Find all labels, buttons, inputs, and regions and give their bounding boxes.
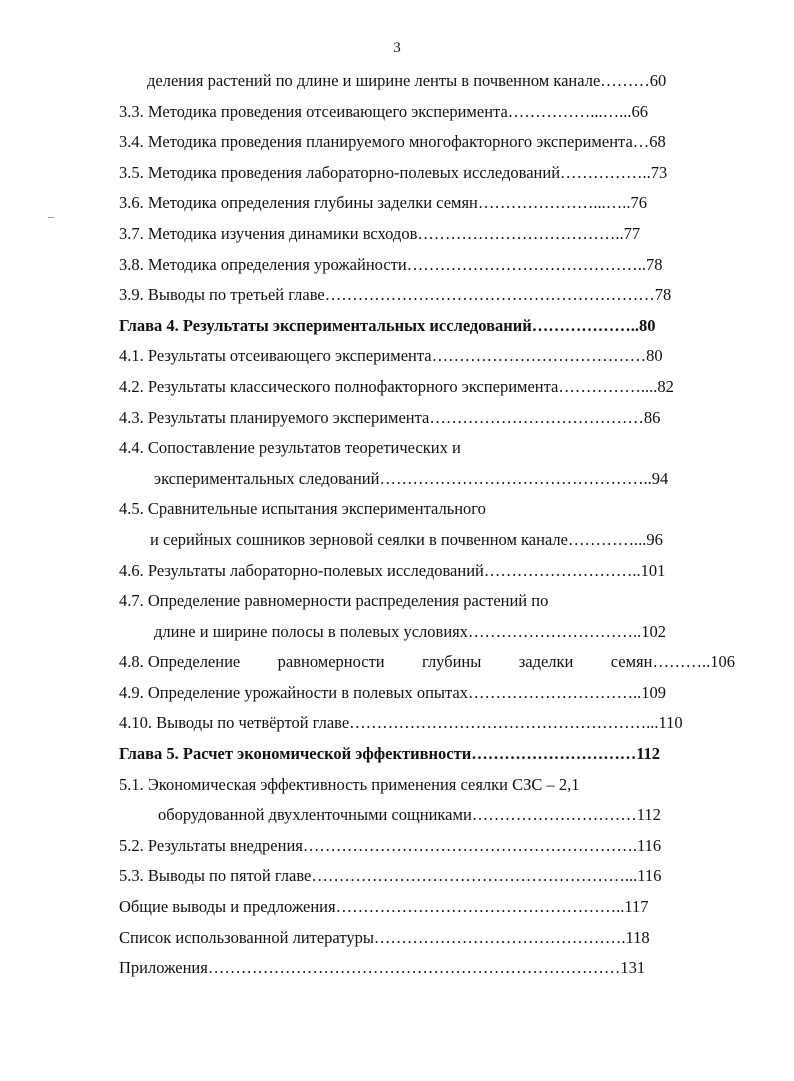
- toc-entry-4-3: 4.3. Результаты планируемого эксперимента…………………………………86: [119, 407, 661, 427]
- toc-entry-3-4: 3.4. Методика проведения планируемого многофакторного эксперимента…68: [119, 132, 666, 152]
- toc-entry-4-4-cont: экспериментальных следований…………………………………………..94: [154, 468, 669, 488]
- toc-entry-3-6: 3.6. Методика определения глубины заделки семян…………………...…..76: [119, 193, 648, 213]
- toc-entry-4-1: 4.1. Результаты отсеивающего эксперимента…………………………………80: [119, 346, 663, 366]
- toc-entry-4-8-word: заделки: [518, 652, 574, 672]
- table-of-contents: [0, 66, 794, 984]
- toc-entry-4-2: 4.2. Результаты классического полнофакторного эксперимента……………....82: [119, 376, 674, 396]
- toc-entry-3-8: 3.8. Методика определения урожайности……………………………………..78: [119, 254, 663, 274]
- toc-entry-3-9: 3.9. Выводы по третьей главе……………………………………………………78: [119, 285, 672, 305]
- toc-entry-4-7-cont: длине и ширине полосы в полевых условиях…………………………..102: [154, 621, 666, 641]
- toc-entry-4-8-word: равномерности: [277, 652, 385, 672]
- toc-entry-4-6: 4.6. Результаты лабораторно-полевых исследований………………………..101: [119, 560, 666, 580]
- toc-entry-4-8-word: глубины: [422, 652, 482, 672]
- toc-entry-4-5: 4.5. Сравнительные испытания экспериментального: [119, 499, 486, 519]
- toc-entry-4-8-word: 4.8. Определение: [119, 652, 241, 672]
- toc-entry-4-7: 4.7. Определение равномерности распределения растений по: [119, 591, 549, 611]
- page-number: 3: [393, 40, 401, 56]
- margin-mark: ¯: [48, 215, 54, 229]
- toc-entry-5-1: 5.1. Экономическая эффективность применения сеялки СЗС – 2,1: [119, 774, 580, 794]
- toc-entry-4-8-word: семян………..106: [610, 652, 735, 672]
- toc-entry-4-9: 4.9. Определение урожайности в полевых опытах…………………………..109: [119, 682, 666, 702]
- toc-appendices: Приложения…………………………………………………………………131: [119, 958, 646, 978]
- toc-entry-4-5-cont: и серийных сошников зерновой сеялки в почвенном канале…………...96: [150, 529, 663, 549]
- toc-entry-3-7: 3.7. Методика изучения динамики всходов………………………………..77: [119, 223, 641, 243]
- toc-entry-3-3: 3.3. Методика проведения отсеивающего эксперимента……………...…...66: [119, 101, 649, 121]
- toc-entry-5-2: 5.2. Результаты внедрения…………………………………………………….116: [119, 835, 662, 855]
- toc-entry-3-2-cont: деления растений по длине и ширине ленты в почвенном канале………60: [147, 71, 667, 90]
- toc-entry-5-1-cont: оборудованной двухленточными сощниками…………………………112: [158, 805, 661, 825]
- toc-general-conclusions: Общие выводы и предложения……………………………………………..117: [119, 897, 649, 917]
- toc-entry-4-10: 4.10. Выводы по четвёртой главе………………………………………………...110: [119, 713, 683, 733]
- toc-chapter-5: Глава 5. Расчет экономической эффективности…………………………112: [119, 744, 661, 764]
- toc-entry-5-3: 5.3. Выводы по пятой главе…………………………………………………...116: [119, 866, 662, 886]
- toc-bibliography: Список использованной литературы……………………………………….118: [119, 927, 650, 947]
- toc-entry-3-5: 3.5. Методика проведения лабораторно-полевых исследований……………..73: [119, 162, 668, 182]
- toc-entry-4-8: [0, 647, 735, 678]
- toc-entry-4-4: 4.4. Сопоставление результатов теоретических и: [119, 438, 461, 458]
- toc-chapter-4: Глава 4. Результаты экспериментальных исследований………………..80: [119, 315, 656, 335]
